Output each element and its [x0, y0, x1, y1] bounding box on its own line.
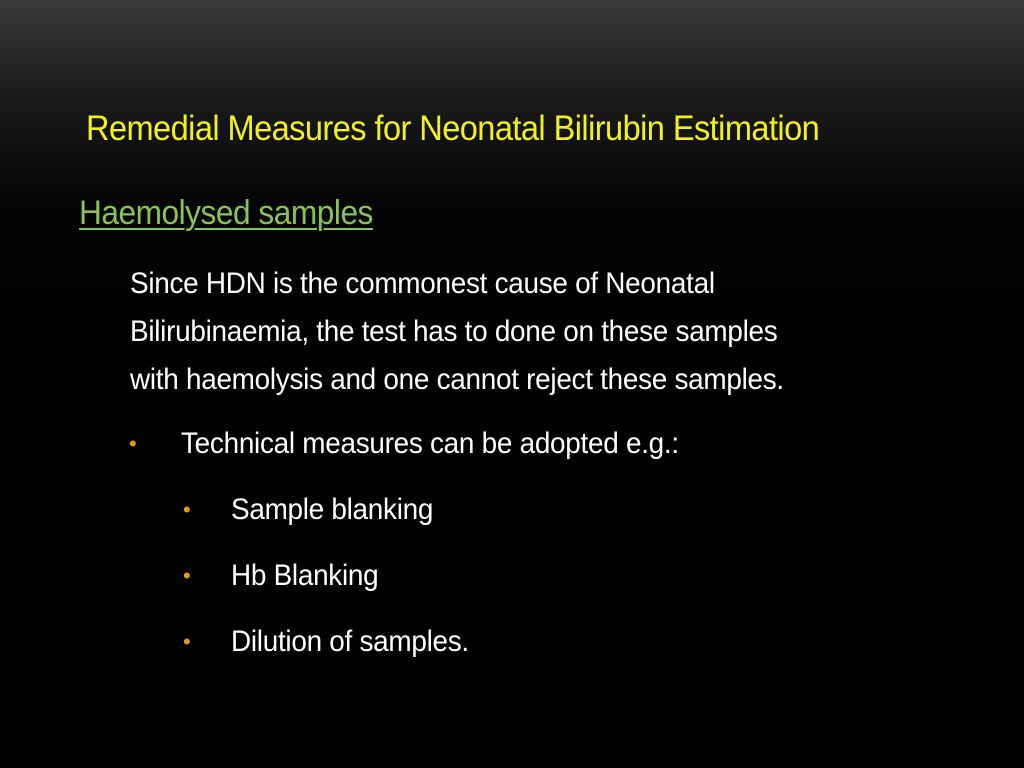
- paragraph-line: with haemolysis and one cannot reject these samples.: [130, 363, 784, 396]
- sub-bullet-text: Hb Blanking: [231, 559, 379, 592]
- body-paragraph: [130, 260, 1010, 404]
- bullet-icon: •: [183, 629, 191, 654]
- paragraph-line: Since HDN is the commonest cause of Neonatal: [130, 267, 715, 300]
- bullet-icon: •: [183, 497, 191, 522]
- bullet-icon: •: [183, 563, 191, 588]
- bullet-text: Technical measures can be adopted e.g.:: [181, 427, 679, 460]
- bullet-icon: •: [129, 431, 137, 456]
- paragraph-line: Bilirubinaemia, the test has to done on these samples: [130, 315, 778, 348]
- sub-bullet-text: Sample blanking: [231, 493, 434, 526]
- section-heading: Haemolysed samples: [79, 194, 373, 232]
- slide-title: Remedial Measures for Neonatal Bilirubin Estimation: [86, 109, 820, 148]
- sub-bullet-text: Dilution of samples.: [231, 625, 469, 658]
